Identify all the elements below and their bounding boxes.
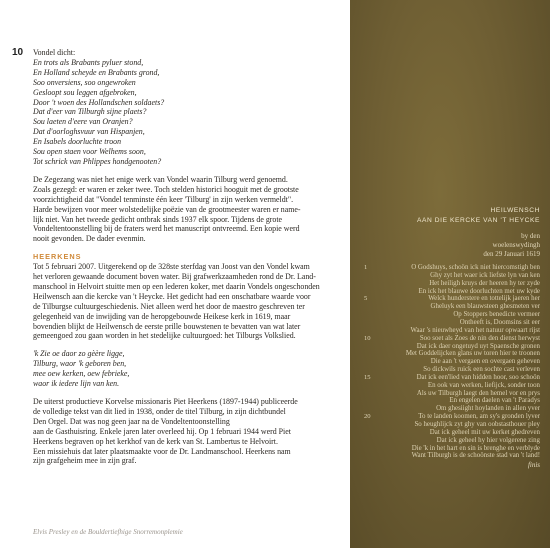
poem-line-text: Die 'k in het hart en sin is brenghe en verblyde xyxy=(411,444,540,452)
text-line: Een missiehuis dat later plaatsmaakte voor de Dr. Landmanschool. Heerkens nam xyxy=(33,446,291,456)
verse-line: Dat d'eer van Tilburgh sijne plaets? xyxy=(33,107,147,117)
paragraph-2 xyxy=(33,262,330,341)
poem-line-text: Ghy zyt het waer ick liefste lyn van ken xyxy=(430,271,540,279)
poem-line-number: 15 xyxy=(364,373,371,381)
poem-line-text: Die aan 't vergaen en overgaen geheven xyxy=(430,358,540,366)
poem-line-text: Waar 's nieuwheyd van het natuur opwaart rijst xyxy=(410,326,540,334)
poem-line-text: En engelen daelen van 't Paradys xyxy=(449,397,540,405)
verse-line: Sou open staen voor Welhems soon, xyxy=(33,147,146,157)
verse-line: Door 't woen des Hollandschen soldaets? xyxy=(33,97,165,107)
verse-block-1 xyxy=(33,48,330,167)
poem-line-text: Dat ick een'lied van hidden hoor, soo schoön xyxy=(416,373,540,381)
text-line: de Tilburgse cultuurgeschiedenis. Niet alleen werd het door de maestro geschreven ter xyxy=(33,301,305,311)
poem-line-number: 10 xyxy=(364,334,371,342)
text-line: manschool in Helvoirt stuitte men op een lederen koker, met daarin Vondels ongeschonden xyxy=(33,281,320,291)
verse-line: Tilburg, waor 'k geboren ben, xyxy=(33,359,127,369)
text-line: zijn grafgeheim mee in zijn graf. xyxy=(33,456,137,466)
poem-line-text: Als uw Tilburgh laegt den hemel vor en prys xyxy=(416,389,540,397)
poem-line-text: Welck hunderstere en tottelijk jaeren her xyxy=(428,295,540,303)
page-footer: Elvis Presley en de Bouldertiefhige Snorremonplemie xyxy=(33,528,183,536)
poem-meta-line: woelenswydingh xyxy=(492,241,540,249)
text-line: gemeengoed zou gaan worden in het stedelijke cultuurgoed: het Tilburgs Volkslied. xyxy=(33,331,296,341)
poem-meta-line: by den xyxy=(521,232,540,240)
verse-line: Sou laeten d'eere van Oranjen? xyxy=(33,117,133,127)
poem-line xyxy=(350,451,540,461)
poem-line-text: Om ghesiight hoylanden in allen yver xyxy=(436,405,540,413)
poem-line-number: 5 xyxy=(364,295,368,303)
article-body xyxy=(33,48,330,474)
poem-subtitle: AAN DIE KERCKE VAN 'T HEYCKE xyxy=(417,217,540,224)
text-line: De uiterst productieve Korvelse missionaris Piet Heerkens (1897-1944) publiceerde xyxy=(33,397,298,406)
poem-line-text: Dat ick daer ongetuyd uyt Spaensche gronen xyxy=(416,342,540,350)
right-page-poem xyxy=(350,0,550,548)
poem-line-text: En ick het blauwe doorluchten met uw kyde xyxy=(418,287,540,295)
text-line: de volledige tekst van dit lied in 1938, onder de titel Tilburg, in zijn dichtbundel xyxy=(33,406,286,416)
poem-line-text: Op Stoppers benedicte vermeer xyxy=(453,311,540,319)
text-line: Zoals gezegd: er waren er zeker twee. Toch stelden historici hooguit met de grootste xyxy=(33,184,299,194)
verse-line: Dat d'oorloghsvuur van Hispanjen, xyxy=(33,127,145,137)
verse-line: Tot schrick van Phlippes hondgenooten? xyxy=(33,156,162,166)
text-line: gelegenheid van de inwijding van de heropgebouwde Heikese kerk in 1619, maar xyxy=(33,311,291,321)
poem-signature: finis xyxy=(527,461,540,469)
poem-line-text: Dat ick geheel hy hier volgerene zing xyxy=(436,436,540,444)
poem-line-text: To te landen koomen, am sy's gronden lyver xyxy=(418,413,540,421)
verse-line: Soo onversiens, soo ongewroken xyxy=(33,77,136,87)
poem-line-text: Soo soet als Zoes de nin den dienst herwyst xyxy=(419,334,540,342)
text-line: aan de Gasthuisring. Enkele jaren later overleed hij. Op 1 februari 1944 werd Piet xyxy=(33,426,291,436)
section-heading: HEERKENS xyxy=(33,252,82,262)
verse-line: mee oew kerken, oew febrieke, xyxy=(33,369,130,379)
poem-line-text: Dat ick geheel mit uw kerket ghedreven xyxy=(429,428,540,436)
poem-line-text: So dickwils ruick een sochte cast verleven xyxy=(423,366,540,374)
verse-block-2 xyxy=(33,349,330,389)
text-line: De Zegezang was niet het enige werk van Vondel waarin Tilburg werd genoemd. xyxy=(33,174,288,184)
poem-line-number: 1 xyxy=(364,264,368,271)
verse-line: En Holland scheyde en Brabants grond, xyxy=(33,67,160,77)
text-line: lijk niet. Van het tweede gedicht ontbrak sinds 1937 elk spoor. Tijdens de grote xyxy=(33,214,283,224)
text-line: Heerkens begraven op het kerkhof van de kerk van St. Lambertus te Helvoirt. xyxy=(33,436,278,446)
poem-title: HEILWENSCH xyxy=(490,207,540,214)
page-number: 10 xyxy=(12,47,24,58)
verse-line: Gesloopt sou leggen afgebroken, xyxy=(33,87,137,97)
text-line: bovendien blijkt de Heilwensch de eerste prille bouwstenen te bevatten van wat later xyxy=(33,321,301,331)
poem-line-text: En ook van werken, liefijck, sonder toon xyxy=(427,381,540,389)
poem-line-text: Gheluyk een blauwsteen ghesmeten ver xyxy=(430,303,540,311)
text-line: Tot 5 februari 2007. Uitgerekend op de 328ste sterfdag van Joost van den Vondel kwam xyxy=(33,262,310,272)
poem-line-text: O Godshuys, schoön ick niet hiercomstigh ben xyxy=(411,264,540,271)
text-line: Vondeltentoonstelling bij de fraters werd het manuscript ontvreemd. Een kopie werd xyxy=(33,224,300,234)
poem-line-text: Het heiligh kruys der heeren hy ter zyde xyxy=(429,279,540,287)
paragraph-3 xyxy=(33,397,330,466)
poem-line-text: Want Tilburgh is de schoönste stad van 't land! xyxy=(411,452,540,460)
verse-line: 'k Zie oe daor zo gèère ligge, xyxy=(33,349,125,359)
paragraph-1 xyxy=(33,175,330,244)
poem-line-text: Met Goddelijcken glans uw toren hier te troonen xyxy=(405,350,540,358)
text-line: Harde bewijzen voor meer wolstedelijke poëzie van de grootmeester waren er name- xyxy=(33,204,301,214)
text-line: voorzichtigheid dat "Vondel tenminste één keer 'Tilburg' in zijn werken vermeldt". xyxy=(33,194,294,204)
text-line: Heilwensch aan die kercke van 't Heycke. Het gedicht had een onschatbare waarde voor xyxy=(33,291,311,301)
poem-meta-line: den 29 Januari 1619 xyxy=(483,250,540,258)
text-line: het verloren gewaande document boven water. Bij grafwerkzaamheden rond de Dr. Land- xyxy=(33,272,316,282)
text-line: Den Orgel. Dat was nog geen jaar na de Vondeltentoonstelling xyxy=(33,416,230,426)
poem-line-text: Ontheeft is, Doomsins sit eer xyxy=(459,318,540,326)
poem-line-number: 20 xyxy=(364,413,371,421)
verse-line: En Isabels doorluchte troon xyxy=(33,137,122,147)
text-line: nooit gevonden. De dader evenmin. xyxy=(33,234,146,244)
verse-intro: Vondel dicht: xyxy=(33,48,76,57)
verse-line: waor ik iedere lijn van ken. xyxy=(33,379,120,389)
verse-line: En trots als Brabants pyluer stond, xyxy=(33,57,144,67)
poem-line-text: So heughlijck zyt ghy van oobstasthouer pley xyxy=(414,421,540,428)
